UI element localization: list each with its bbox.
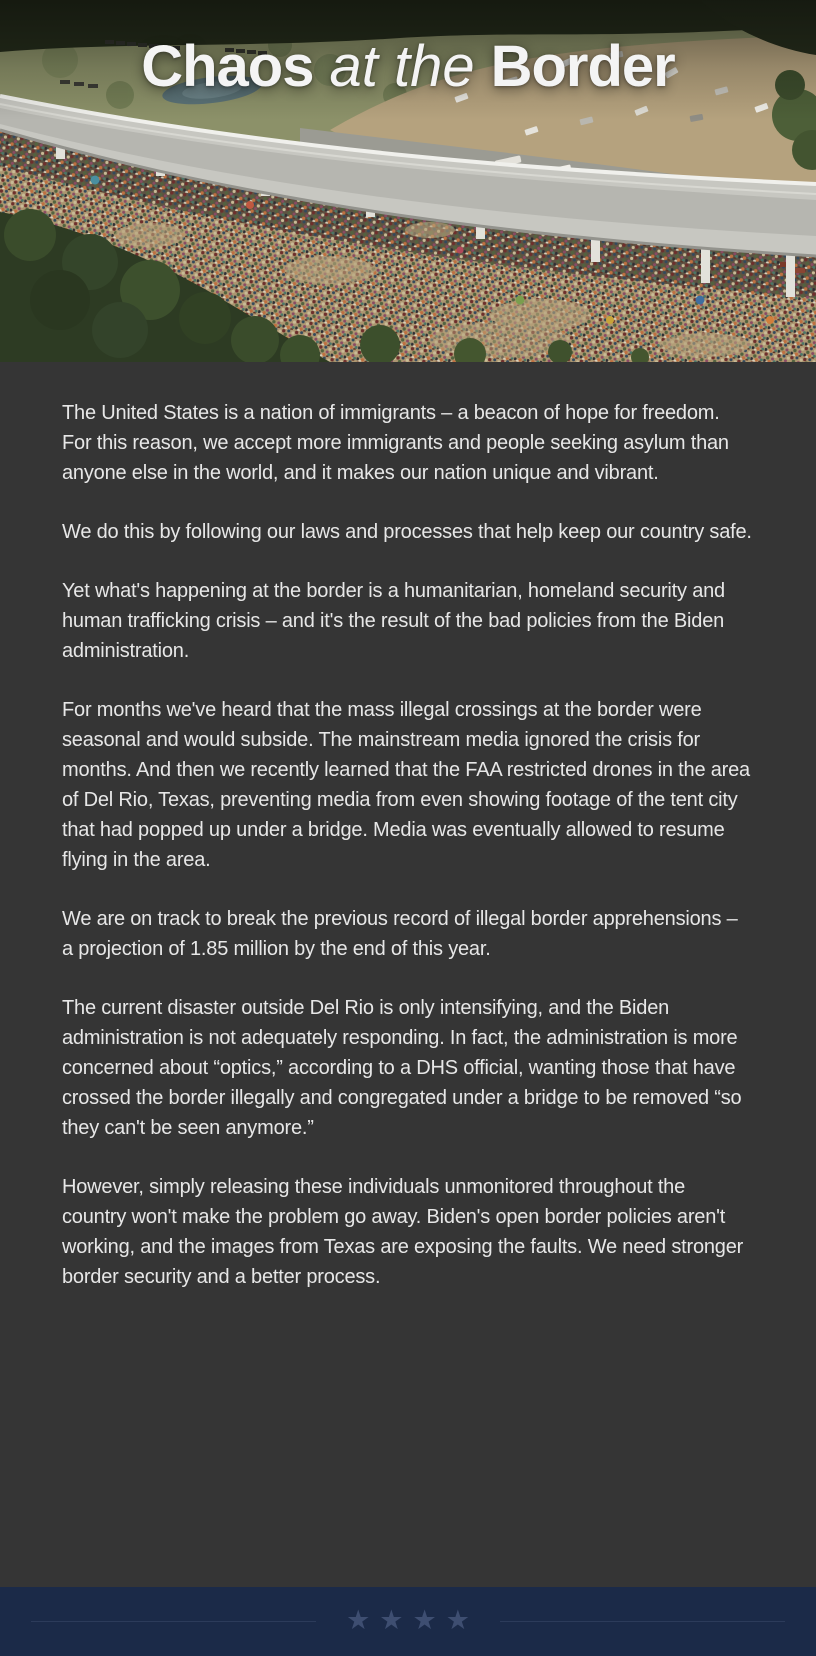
star-icon: ★ [379, 1605, 404, 1635]
paragraph-4: For months we've heard that the mass illegal crossings at the border were seasonal and would subside. The mainstream media ignored the crisis for months. And then we recently learned that the FAA restricted drones in the area of Del Rio, Texas, preventing media from even showing footage of the tent city that had popped up under a bridge. Media was eventually allowed to resume flying in the area. [62, 699, 750, 871]
page-title [0, 30, 816, 104]
footer [0, 1587, 816, 1656]
divider-line-right [500, 1621, 785, 1622]
star-icon: ★ [346, 1605, 371, 1635]
hero [0, 0, 816, 362]
star-icon: ★ [445, 1605, 470, 1635]
paragraph-3: Yet what's happening at the border is a humanitarian, homeland security and human trafficking crisis – and it's the result of the bad policies from the Biden administration. [62, 580, 725, 662]
paragraph-6: The current disaster outside Del Rio is only intensifying, and the Biden administration is not adequately responding. In fact, the administration is more concerned about “optics,” according to a DHS official, wanting those that have crossed the border illegally and congregated under a bridge to be removed “so they can't be seen anymore.” [62, 997, 742, 1139]
paragraph-2: We do this by following our laws and processes that help keep our country safe. [62, 521, 752, 543]
paragraph-5: We are on track to break the previous record of illegal border apprehensions – a projection of 1.85 million by the end of this year. [62, 908, 738, 960]
star-divider [31, 1605, 785, 1635]
article-body [0, 362, 816, 1292]
paragraph-1: The United States is a nation of immigrants – a beacon of hope for freedom. For this reason, we accept more immigrants and people seeking asylum than anyone else in the world, and it makes our nation unique and vibrant. [62, 402, 729, 484]
title-word-chaos: Chaos [141, 34, 314, 99]
star-icon: ★ [412, 1605, 437, 1635]
paragraph-7: However, simply releasing these individuals unmonitored throughout the country won't make the problem go away. Biden's open border policies aren't working, and the images from Texas are exposing the faults. We need stronger border security and a better process. [62, 1176, 744, 1288]
title-word-border: Border [490, 34, 675, 99]
divider-line-left [31, 1621, 316, 1622]
title-words-at-the: at the [329, 34, 475, 99]
stars [346, 1605, 470, 1635]
